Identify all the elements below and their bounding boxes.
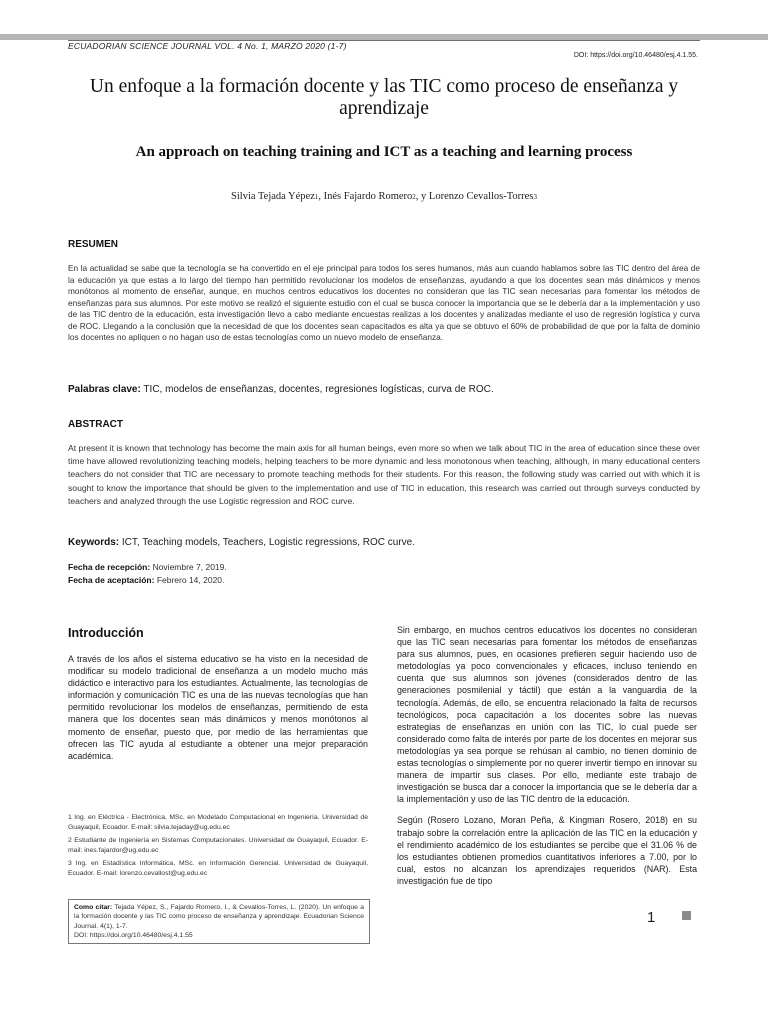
author-separator: , y bbox=[415, 191, 429, 202]
right-column bbox=[397, 624, 697, 896]
title-english: An approach on teaching training and ICT as a teaching and learning process bbox=[135, 144, 633, 160]
header-doi: DOI: https://doi.org/10.46480/esj.4.1.55. bbox=[573, 52, 698, 59]
received-date bbox=[68, 561, 227, 574]
author-1-note: 1 bbox=[314, 193, 319, 201]
keywords-text: ICT, Teaching models, Teachers, Logistic regressions, ROC curve. bbox=[119, 537, 415, 548]
author-2-note: 2 bbox=[412, 193, 416, 201]
footnote-1: 1 Ing. en Eléctrica - Electrónica, MSc. en Modelado Computacional en Ingeniería. Universidad de Guayaquil, Ecuador. E-mail: silvia.tejaday@ug.edu.ec bbox=[68, 814, 368, 831]
citation-label: Como citar: bbox=[74, 904, 113, 911]
accepted-label: Fecha de aceptación: bbox=[68, 574, 155, 585]
accepted-date bbox=[68, 574, 227, 587]
author-3: Lorenzo Cevallos-Torres bbox=[428, 191, 534, 202]
intro-paragraph-2: Sin embargo, en muchos centros educativos los docentes no consideran que las TIC sean necesarias para fomentar los métodos de enseñanzas para sus alumnos, pues, en ocasiones prefieren seguir haciendo uso de metodologías ya poco convencionales y eficaces, incluso teniendo en cuenta que sus alumnos son jóvenes (considerados dentro de las generaciones posmilenial y táctil) que están a la vanguardia de la tecnología. Además, de ello, se encuentra relacionado la falta de recursos tecnológicos, poca capacitación a los docentes sobre las nuevas estrategias de enseñanzas en unión con las TIC, lo cual puede ser considerado como falta de interés por parte de los docentes en mejorar sus metodologías ya sea porque se rehúsan al cambio, no tienen dominio de estas tecnologías o simplemente por no querer invertir tiempo en innovar su manera de impartir sus clases. Por ello, mediante este trabajo de investigación se busca dar a conocer la importancia que se le debería dar a la implementación y uso de las TIC dentro de la educación. bbox=[397, 625, 697, 805]
author-list bbox=[60, 191, 708, 202]
article-dates bbox=[68, 561, 227, 586]
page-marker bbox=[682, 911, 691, 920]
author-2: Inés Fajardo Romero bbox=[323, 191, 413, 202]
palabras-clave-text: TIC, modelos de enseñanzas, docentes, regresiones logísticas, curva de ROC. bbox=[140, 384, 494, 395]
palabras-clave bbox=[68, 384, 700, 395]
left-column bbox=[68, 653, 368, 771]
author-footnotes bbox=[68, 813, 368, 883]
author-separator: , bbox=[318, 191, 324, 202]
resumen-heading: RESUMEN bbox=[68, 239, 119, 250]
intro-paragraph-1: A través de los años el sistema educativo se ha visto en la necesidad de modificar su modelo tradicional de enseñanza a un modelo mucho más didáctico e interactivo para los estudiantes. Actualmente, las tecnologías de información y comunicación TIC es una de las nuevas tecnologías que han permitido revolucionar los modelos de enseñanzas, permitiendo de esta manera que los docentes sean más dinámicos y menos monótonos al momento de enseñar, puesto que, por medio de las herramientas que ofrecen las TIC ayuda al estudiante a obtener una mejor preparación académica. bbox=[68, 654, 368, 761]
title-spanish: Un enfoque a la formación docente y las TIC como proceso de enseñanza y aprendizaje bbox=[89, 76, 679, 119]
received-value: Noviembre 7, 2019. bbox=[150, 562, 227, 572]
intro-paragraph-3: Según (Rosero Lozano, Moran Peña, & Kingman Rosero, 2018) en su trabajo sobre la correlación entre la aplicación de las TIC en la educación y el rendimiento académico de los estudiantes se percibe que el 31.06 % de los estudiantes obtienen promedios cuantitativos inferiores a 7.00, por lo cual, estos no alcanzan los aprendizajes requeridos (NAR). Esta investigación fue de tipo bbox=[397, 815, 697, 886]
introduction-heading: Introducción bbox=[68, 626, 144, 640]
author-3-note: 3 bbox=[533, 193, 537, 201]
footnote-3: 3 Ing. en Estadística Informática, MSc. en Información Gerencial. Universidad de Guayaquil, Ecuador. E-mail: lorenzo.cevallost@ug.edu.ec bbox=[68, 860, 368, 877]
received-label: Fecha de recepción: bbox=[68, 562, 151, 572]
keywords bbox=[68, 537, 700, 548]
citation-box bbox=[68, 899, 370, 944]
footnote-2: 2 Estudiante de Ingeniería en Sistemas Computacionales. Universidad de Guayaquil, Ecuador. E-mail: ines.fajardor@ug.edu.ec bbox=[68, 837, 368, 854]
citation-body: Tejada Yépez, S., Fajardo Romero, I., & Cevallos-Torres, L. (2020). Un enfoque a la formación docente y las TIC como proceso de enseñanza y aprendizaje. Ecuadorian Science Journal. 4(1), 1-7. bbox=[74, 904, 365, 930]
citation-doi: DOI: https://doi.org/10.46480/esj.4.1.55 bbox=[74, 932, 193, 940]
abstract-heading: ABSTRACT bbox=[68, 419, 123, 430]
citation-text bbox=[74, 903, 364, 931]
keywords-label: Keywords: bbox=[68, 537, 120, 548]
accepted-value: Febrero 14, 2020. bbox=[154, 574, 225, 585]
palabras-clave-label: Palabras clave: bbox=[68, 384, 141, 395]
journal-header: ECUADORIAN SCIENCE JOURNAL VOL. 4 No. 1, MARZO 2020 (1-7) bbox=[68, 40, 700, 51]
author-1: Silvia Tejada Yépez bbox=[231, 191, 315, 202]
page-number: 1 bbox=[647, 909, 656, 926]
resumen-text: En la actualidad se sabe que la tecnología se ha convertido en el eje principal para todos los seres humanos, más aun cuando hablamos sobre las TIC dentro del área de la educación ya que estas a lo largo del tiempo han permitido revolucionar los modelos de enseñanzas, ayudando a que los docentes sean más dinámicos y menos monótonos al momento de enseñar, aunque, en muchos centros educativos los docentes no consideran que las TIC sean necesarias para fomentar los métodos de enseñanzas para sus alumnos. Por este motivo se realizó el siguiente estudio con el cual se busca conocer la importancia que se le debería dar a la implementación y uso de las TIC dentro de la educación, esta investigación llevo a cabo mediante encuestas realizas a los docentes y analizadas mediante el uso de regresión logística y curva de ROC. Llegando a la conclusión que la necesidad de que los docentes sean capacitados es alta ya que se obtuvo el 60% de probabilidad de que por la falta de dominio los docentes no apliquen o no hagan uso de estas tecnologías como un nuevo modelo de enseñanza. bbox=[68, 263, 700, 342]
abstract-text: At present it is known that technology has become the main axis for all human beings, even more so when we talk about TIC in the area of education since these over time have allowed revolutionizing teaching models, helping teachers to be more dynamic and less monotonous when teaching, although, in many educational centers teachers do not consider that TIC are necessary to promote teaching methods for their students. For this reason, the following study was carried out with which it is sought to know the importance that should be given to the implementation and use of TIC in education, this research was carried out through surveys conducted by teachers and analyzed through the use Logistic regression and ROC curve. bbox=[68, 443, 700, 506]
